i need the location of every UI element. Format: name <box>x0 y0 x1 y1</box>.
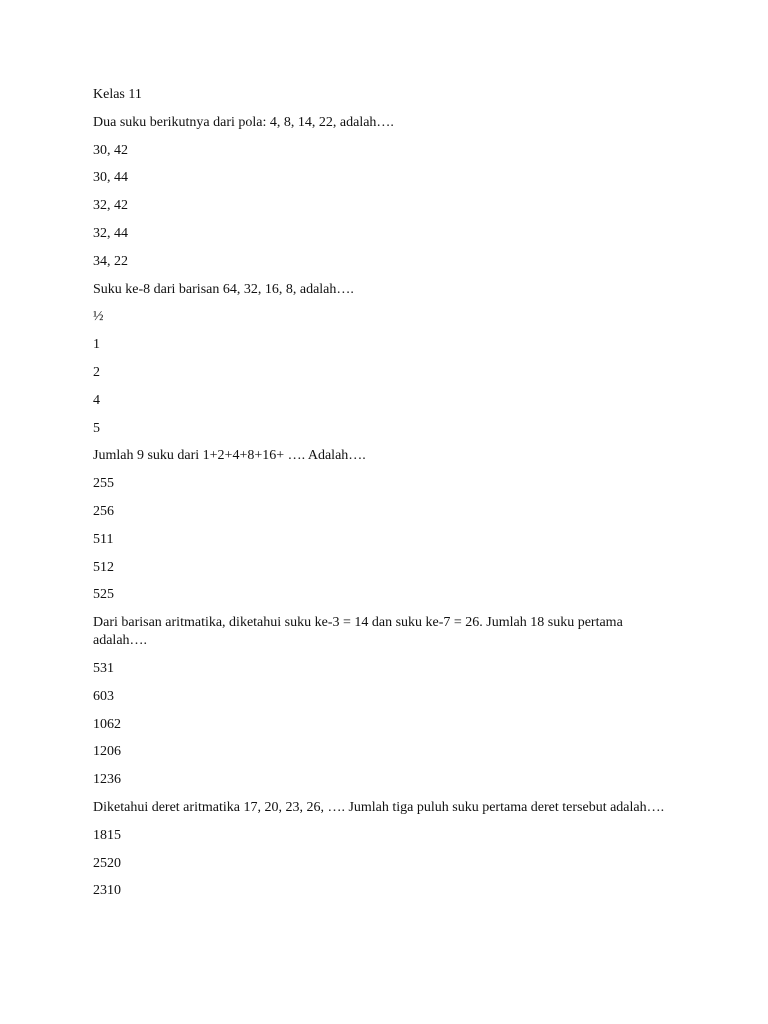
question-1-option-3: 32, 42 <box>93 198 128 214</box>
question-3-option-5: 525 <box>93 587 114 603</box>
question-1-option-4: 32, 44 <box>93 225 128 241</box>
question-2-option-3: 2 <box>93 364 100 380</box>
question-1-option-5: 34, 22 <box>93 253 128 269</box>
question-3-option-1: 255 <box>93 476 114 492</box>
question-4-text: Dari barisan aritmatika, diketahui suku ke-3 = 14 dan suku ke-7 = 26. Jumlah 18 suku pertama adalah…. <box>93 615 623 649</box>
question-4-option-2: 603 <box>93 688 114 704</box>
question-2-option-1: ½ <box>93 309 104 325</box>
question-2-option-5: 5 <box>93 420 100 436</box>
question-1-text: Dua suku berikutnya dari pola: 4, 8, 14, 22, adalah…. <box>93 114 394 130</box>
question-2-option-2: 1 <box>93 337 100 353</box>
document-content <box>93 86 673 910</box>
question-1-option-1: 30, 42 <box>93 142 128 158</box>
question-5-option-1: 1815 <box>93 827 121 843</box>
question-3-option-2: 256 <box>93 503 114 519</box>
question-5-option-3: 2310 <box>93 883 121 899</box>
question-1-option-2: 30, 44 <box>93 170 128 186</box>
class-header: Kelas 11 <box>93 87 142 102</box>
question-2-option-4: 4 <box>93 392 100 408</box>
question-4-option-1: 531 <box>93 660 114 676</box>
question-3-option-4: 512 <box>93 559 114 575</box>
question-4-option-5: 1236 <box>93 772 121 788</box>
question-3-option-3: 511 <box>93 531 114 547</box>
question-4-option-3: 1062 <box>93 716 121 732</box>
question-2-text: Suku ke-8 dari barisan 64, 32, 16, 8, adalah…. <box>93 281 354 297</box>
question-5-text: Diketahui deret aritmatika 17, 20, 23, 26, …. Jumlah tiga puluh suku pertama deret tersebut adalah…. <box>93 799 665 815</box>
question-5-option-2: 2520 <box>93 855 121 871</box>
question-3-text: Jumlah 9 suku dari 1+2+4+8+16+ …. Adalah…. <box>93 448 366 464</box>
question-4-option-4: 1206 <box>93 744 121 760</box>
